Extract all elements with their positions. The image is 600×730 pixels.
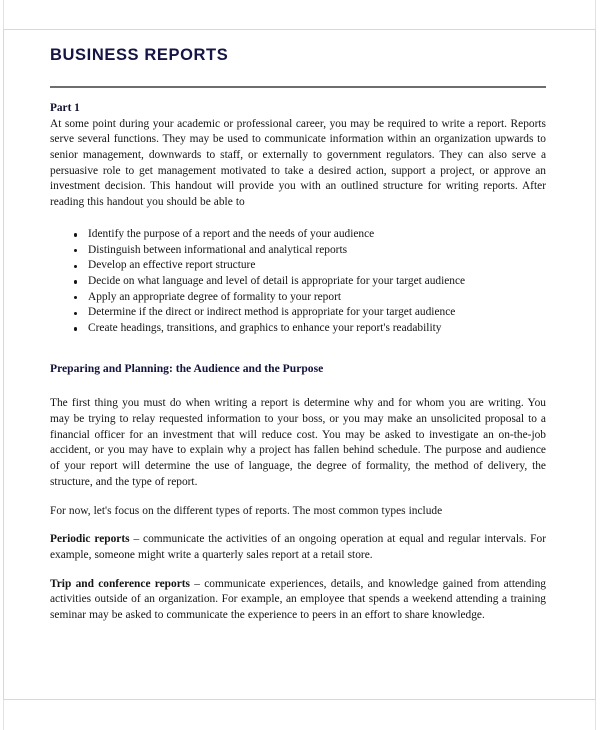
spacer [50,491,546,504]
list-item-label: Decide on what language and level of detail is appropriate for your target audience [88,274,466,287]
bullet-dot-icon [74,280,77,283]
part-heading: Part 1 [50,102,80,114]
spacer [50,337,546,361]
page-frame-top-strip [3,0,596,29]
document-content [50,45,546,624]
title-divider [50,86,546,88]
list-item [50,290,546,306]
report-type-dash: – [129,533,144,546]
bullet-dot-icon [74,312,77,315]
list-item [50,274,546,290]
bullet-dot-icon [74,265,77,268]
bullet-dot-icon [74,233,77,236]
page-title: BUSINESS REPORTS [50,46,229,64]
list-item-label: Develop an effective report structure [88,259,256,272]
bullet-dot-icon [74,327,77,330]
spacer [50,211,546,227]
report-type-dash: – [190,577,205,590]
list-item [50,243,546,259]
intro-paragraph: At some point during your academic or professional career, you may be required to write a report. Reports serve several functions. They may be used to communicate information within an organization upwards to senior management, downwards to staff, or externally to government regulators. They can also serve a persuasive role to get management motivated to take a desired action, support a project, or approve an investment decision. This handout will provide you with an outlined structure for writing reports. After reading this handout you should be able to [50,117,546,209]
transition-paragraph: For now, let's focus on the different types of reports. The most common types include [50,504,443,517]
list-item [50,321,546,337]
list-item [50,305,546,321]
spacer [50,376,546,396]
list-item-label: Determine if the direct or indirect method is appropriate for your target audience [88,306,456,319]
list-item-label: Apply an appropriate degree of formality to your report [88,290,342,303]
report-type-label: Trip and conference reports [50,577,190,590]
spacer [50,519,546,532]
list-item-label: Identify the purpose of a report and the needs of your audience [88,227,375,240]
list-item-label: Create headings, transitions, and graphics to enhance your report's readability [88,322,442,335]
report-type-periodic [50,532,546,563]
objectives-list [50,227,546,337]
report-type-description: communicate experiences, details, and knowledge gained from attending activities outside of an organization. For example, an employee that spends a weekend attending a training seminar may be asked to communicate the experience to peers in an effort to share knowledge. [50,577,546,622]
report-type-description: communicate the activities of an ongoing operation at equal and regular intervals. For example, someone might write a quarterly sales report at a retail store. [50,533,546,561]
section-paragraph: The first thing you must do when writing a report is determine why and for whom you are writing. You may be trying to relay requested information to your boss, or you may make an unsolicited proposal to a financial officer for an investment that will reduce cost. You may be asked to investigate an on-the-job accident, or you may have to explain why a project has fallen behind schedule. The purpose and audience of your report will determine the use of language, the degree of formality, the method of delivery, the structure, and the type of report. [50,397,546,488]
report-type-label: Periodic reports [50,533,130,546]
list-item [50,227,546,243]
report-type-trip-conference [50,577,546,624]
list-item-label: Distinguish between informational and analytical reports [88,243,348,256]
page-frame-bottom-strip [3,700,596,730]
bullet-dot-icon [74,249,77,252]
spacer [50,564,546,577]
bullet-dot-icon [74,296,77,299]
list-item [50,258,546,274]
section-heading-preparing-planning: Preparing and Planning: the Audience and the Purpose [50,361,324,375]
